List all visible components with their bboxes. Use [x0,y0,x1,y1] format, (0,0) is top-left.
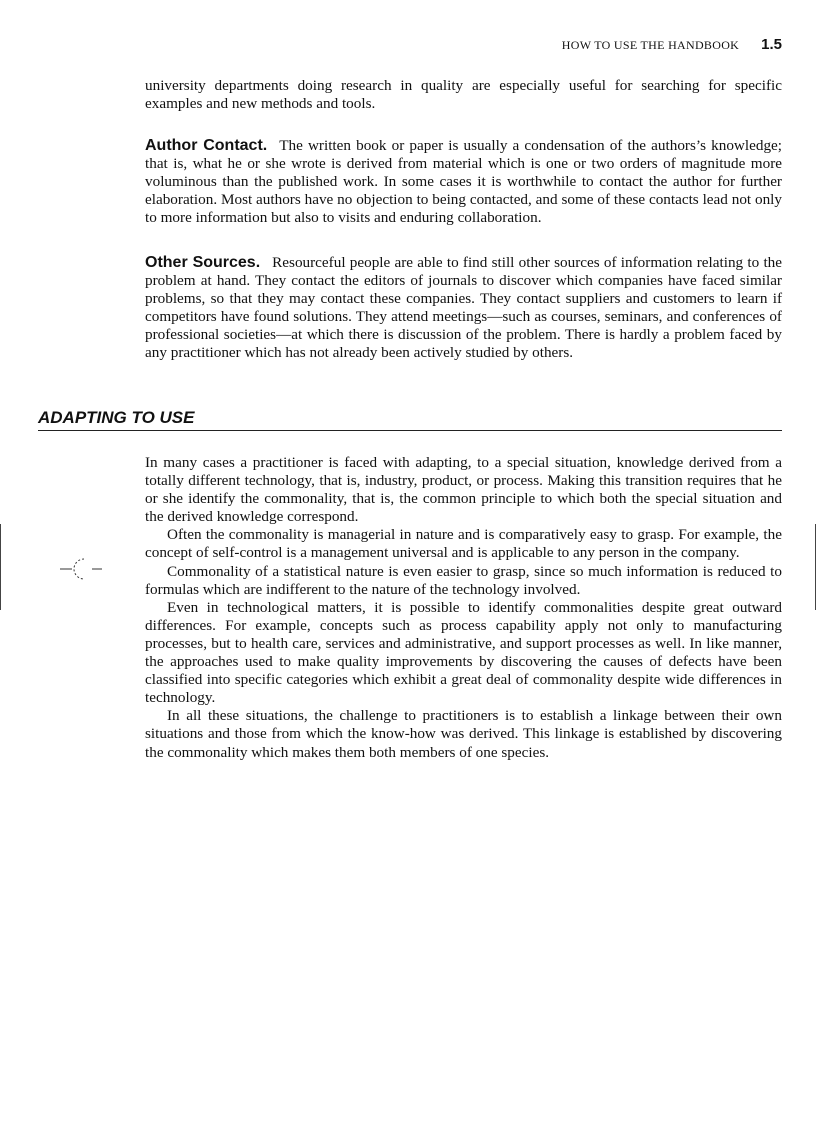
author-contact-paragraph [145,137,782,227]
other-sources-paragraph [145,254,782,363]
other-sources-section [145,254,782,363]
other-sources-heading: Other Sources. [145,254,261,271]
adapting-section-body [145,454,782,762]
adapting-paragraph-5: In all these situations, the challenge to practitioners is to establish a linkage between their own situations and those from which the know-how was derived. This linkage is established by discovering the commonality which makes them both members of one species. [145,707,782,761]
running-header [562,36,782,53]
adapting-paragraph-2: Often the commonality is managerial in nature and is comparatively easy to grasp. For example, the concept of self-control is a management universal and is applicable to any person in the company. [145,526,782,562]
section-heading-text: ADAPTING TO USE [38,408,195,427]
adapting-paragraph-1: In many cases a practitioner is faced with adapting, to a special situation, knowledge derived from a totally different technology, that is, industry, product, or process. Making this transition requires that he or she identify the commonality, that is, the common principle to which both the special situation and the derived knowledge correspond. [145,454,782,526]
author-contact-heading: Author Contact. [145,137,268,154]
page-number: 1.5 [761,36,782,53]
left-edge-rule [0,524,1,610]
hole-punch-mark-icon [58,556,104,587]
running-head-title: HOW TO USE THE HANDBOOK [561,38,740,52]
adapting-paragraph-4: Even in technological matters, it is possible to identify commonalities despite great outward differences. For example, concepts such as process capability apply not only to manufacturing processes, but to health care, services and administrative, and support processes as well. In like manner, the approaches used to make quality improvements by discovering the causes of defects have been classified into specific categories which exhibit a great deal of commonality despite wide differences in technology. [145,598,782,707]
author-contact-text: The written book or paper is usually a condensation of the authors’s knowledge; that is, what he or she wrote is derived from material which is one or two orders of magnitude more voluminous than the published work. In some cases it is worthwhile to contact the author for further elaboration. Most authors have no objection to being contacted, and some of these contacts lead not only to more information but also to visits and enduring collaboration. [145,137,782,227]
continuation-paragraph-block [145,77,782,113]
author-contact-section [145,137,782,227]
section-heading-adapting [38,408,782,431]
adapting-paragraph-3: Commonality of a statistical nature is even easier to grasp, since so much information is reduced to formulas which are indifferent to the nature of the technology involved. [145,562,782,598]
continuation-paragraph: university departments doing research in quality are especially useful for searching for specific examples and new methods and tools. [145,77,782,113]
other-sources-text: Resourceful people are able to find still other sources of information relating to the problem at hand. They contact the editors of journals to discover which companies have faced similar problems, so that they may contact these companies. They contact suppliers and customers to learn if competitors have found solutions. They attend meetings—such as courses, seminars, and conferences of professional societies—at which there is discussion of the problem. There is hardly a problem faced by any practitioner which has not already been actively studied by others. [145,254,783,362]
